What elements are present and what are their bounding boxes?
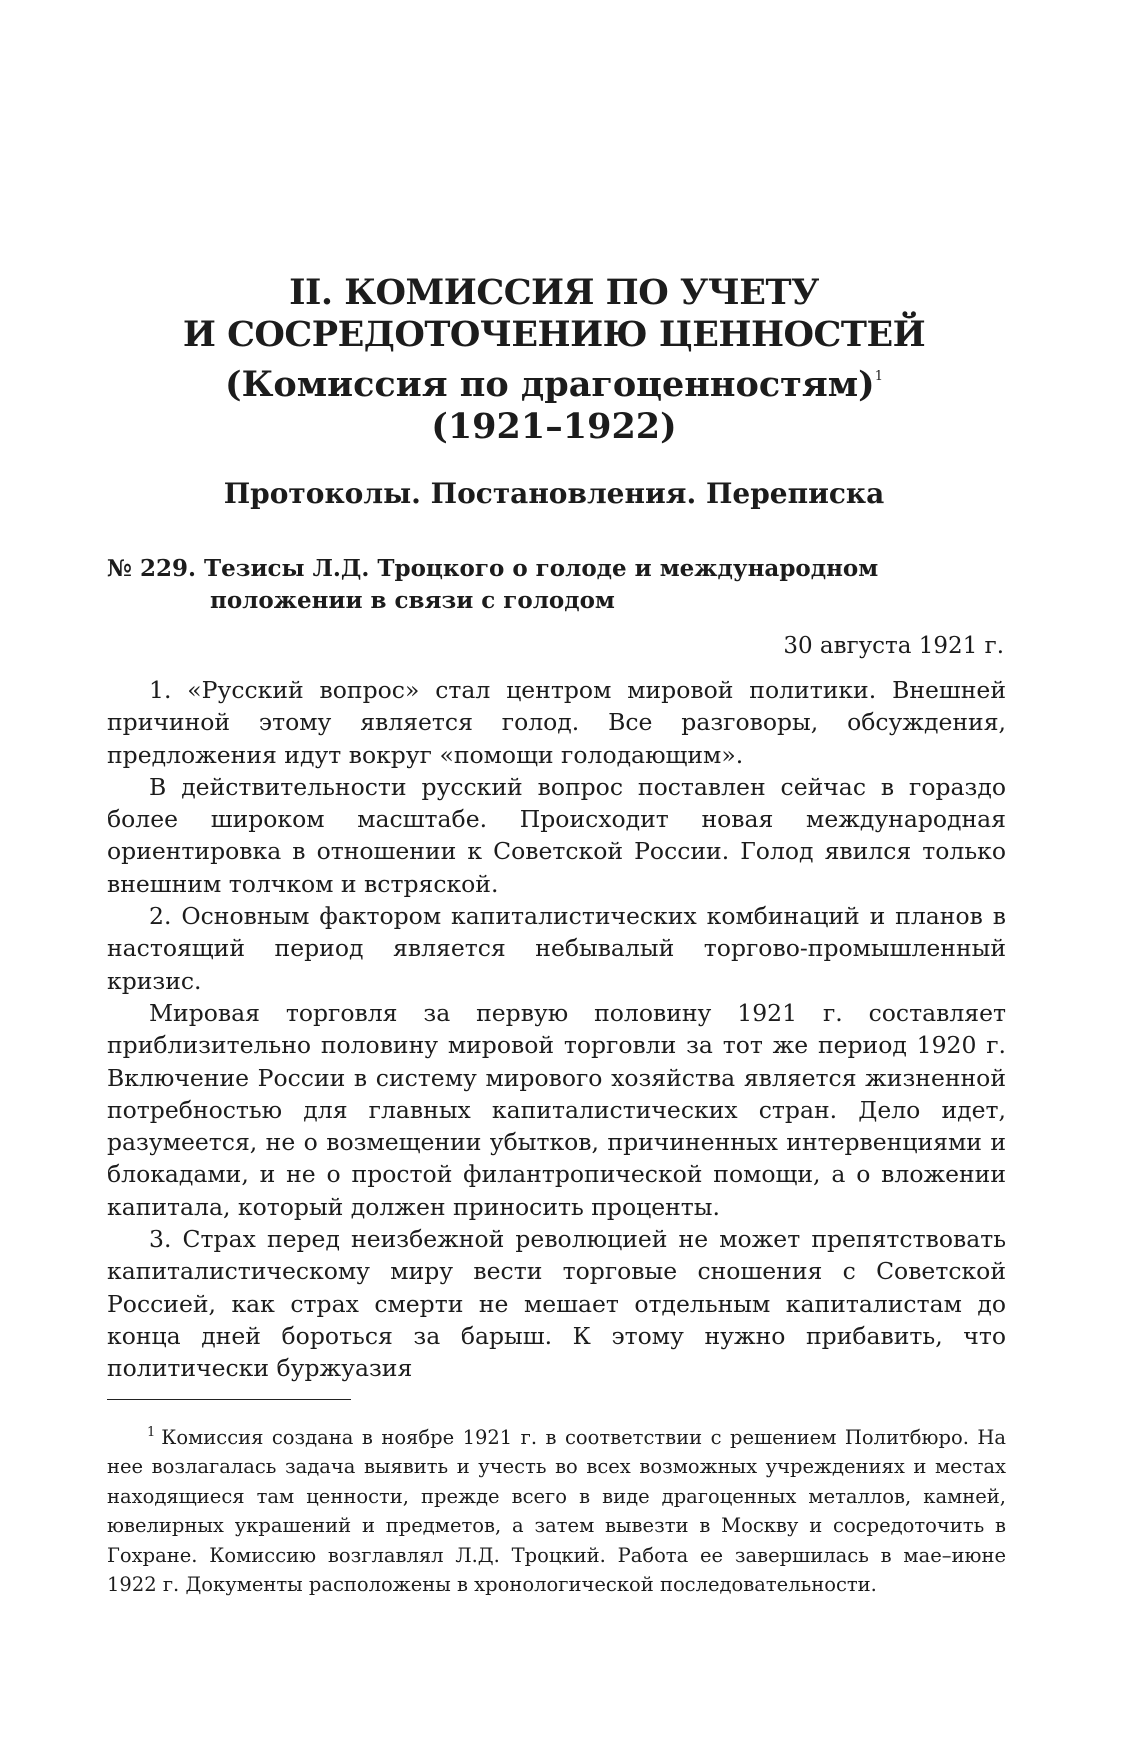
chapter-subtitle	[100, 356, 1008, 406]
document-body	[107, 674, 1006, 1385]
paragraph: 1. «Русский вопрос» стал центром мировой политики. Внешней причиной этому является голод. Все разговоры, обсуждения, предложения идут вокруг «помощи голодающим».	[107, 676, 1006, 769]
chapter-title-line-1: II. КОМИССИЯ ПО УЧЕТУ	[289, 272, 819, 313]
document-heading	[107, 553, 1007, 617]
chapter-years: (1921–1922)	[431, 406, 677, 447]
document-number: № 229.	[107, 555, 197, 582]
footnote-marker: 1	[147, 1425, 156, 1440]
chapter-title	[100, 272, 1008, 448]
paragraph: В действительности русский вопрос поставлен сейчас в гораздо более широком масштабе. Происходит новая международная ориентировка в отношении к Советской России. Голод явился только внешним толчком и встряской.	[107, 772, 1006, 898]
document-date: 30 августа 1921 г.	[783, 633, 1004, 659]
document-title-line-1: Тезисы Л.Д. Троцкого о голоде и международном	[204, 555, 879, 582]
document-title-line-2: положении в связи с голодом	[210, 587, 615, 614]
paragraph: 3. Страх перед неизбежной революцией не может препятствовать капиталистическому миру вести торговые сношения с Советской Россией, как страх смерти не мешает отдельным капиталистам до конца дней бороться за барыш. К этому нужно прибавить, что политически буржуазия	[107, 1225, 1006, 1383]
footnote-text: Комиссия создана в ноябре 1921 г. в соответствии с решением Политбюро. На нее возлагалась задача выявить и учесть во всех возможных учреждениях и местах находящиеся там ценности, прежде всего в виде драгоценных металлов, камней, ювелирных украшений и предметов, а затем вывезти в Москву и сосредоточить в Гохране. Комиссию возглавлял Л.Д. Троцкий. Работа ее завершилась в мае–июне 1922 г. Документы расположены в хронологической последовательности.	[107, 1426, 1006, 1597]
footnote-reference: 1	[874, 369, 883, 384]
chapter-title-line-2: И СОСРЕДОТОЧЕНИЮ ЦЕННОСТЕЙ	[182, 314, 926, 355]
footnote-divider	[107, 1399, 351, 1400]
paragraph: 2. Основным фактором капиталистических комбинаций и планов в настоящий период является небывалый торгово-промышленный кризис.	[107, 902, 1006, 995]
section-title: Протоколы. Постановления. Переписка	[223, 477, 885, 510]
footnote	[107, 1418, 1006, 1599]
paragraph: Мировая торговля за первую половину 1921 г. составляет приблизительно половину мировой торговли за тот же период 1920 г. Включение России в систему мирового хозяйства является жизненной потребностью для главных капиталистических стран. Дело идет, разумеется, не о возмещении убытков, причиненных интервенциями и блокадами, и не о простой филантропической помощи, а о вложении капитала, который должен приносить проценты.	[107, 998, 1006, 1221]
footnote-paragraph	[107, 1418, 1006, 1599]
chapter-subtitle-text: (Комиссия по драгоценностям)	[225, 364, 875, 405]
